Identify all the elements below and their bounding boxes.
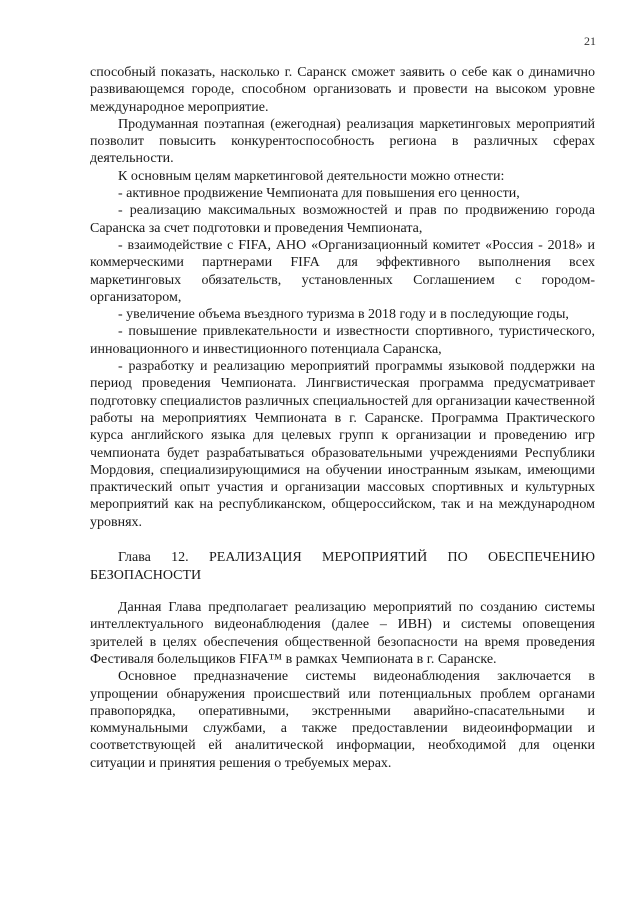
document-body (90, 64, 595, 772)
paragraph-goals-lead: К основным целям маркетинговой деятельности можно отнести: (118, 168, 505, 184)
paragraph-intro: способный показать, насколько г. Саранск сможет заявить о себе как о динамично развивающемся городе, способном организовать и провести на высоком уровне международное мероприятие. (90, 65, 595, 115)
goal-item: - увеличение объема въездного туризма в 2018 году и в последующие годы, (118, 307, 569, 323)
goal-item: - взаимодействие с FIFA, АНО «Организационный комитет «Россия - 2018» и коммерческими партнерами FIFA для эффективного выполнения всех маркетинговых обязательств, установленных Соглашением с городом-организатором, (90, 237, 595, 305)
goal-item: - повышение привлекательности и известности спортивного, туристического, инновационного и инвестиционного потенциала Саранска, (90, 324, 595, 357)
paragraph-video-purpose: Основное предназначение системы видеонаблюдения заключается в упрощении обнаружения происшествий или потенциальных проблем органами правопорядка, оперативными, экстренными аварийно-спасательными и коммунальными службами, а также предоставлении видеоинформации и соответствующей ей аналитической информации, необходимой для оценки ситуации и принятия решения о требуемых мерах. (90, 669, 595, 771)
page-number: 21 (584, 34, 596, 48)
goal-item: - разработку и реализацию мероприятий программы языковой поддержки на период проведения Чемпионата. Лингвистическая программа предусматривает подготовку специалистов различных специальностей для организации качественной работы на мероприятиях Чемпионата в г. Саранске. Программа Практического курса английского языка для целевых групп к организации и проведению игр чемпионата будет разрабатываться образовательными учреждениями Республики Мордовия, специализирующимися на обучении иностранным языкам, имеющими практический опыт участия и организации массовых спортивных и культурных мероприятий как на республиканском, общероссийском, так и на международном уровнях. (90, 359, 595, 530)
chapter-title: Глава 12. РЕАЛИЗАЦИЯ МЕРОПРИЯТИЙ ПО ОБЕСПЕЧЕНИЮ БЕЗОПАСНОСТИ (90, 550, 595, 584)
paragraph-chapter-intro: Данная Глава предполагает реализацию мероприятий по созданию системы интеллектуального видеонаблюдения (далее – ИВН) и системы оповещения зрителей в целях обеспечения общественной безопасности на время проведения Фестиваля болельщиков FIFA™ в рамках Чемпионата в г. Саранске. (90, 600, 595, 667)
paragraph-marketing: Продуманная поэтапная (ежегодная) реализация маркетинговых мероприятий позволит повысить конкурентоспособность региона в различных сферах деятельности. (90, 116, 595, 167)
goal-item: - активное продвижение Чемпионата для повышения его ценности, (118, 186, 520, 202)
goal-item: - реализацию максимальных возможностей и прав по продвижению города Саранска за счет подготовки и проведения Чемпионата, (90, 203, 595, 236)
